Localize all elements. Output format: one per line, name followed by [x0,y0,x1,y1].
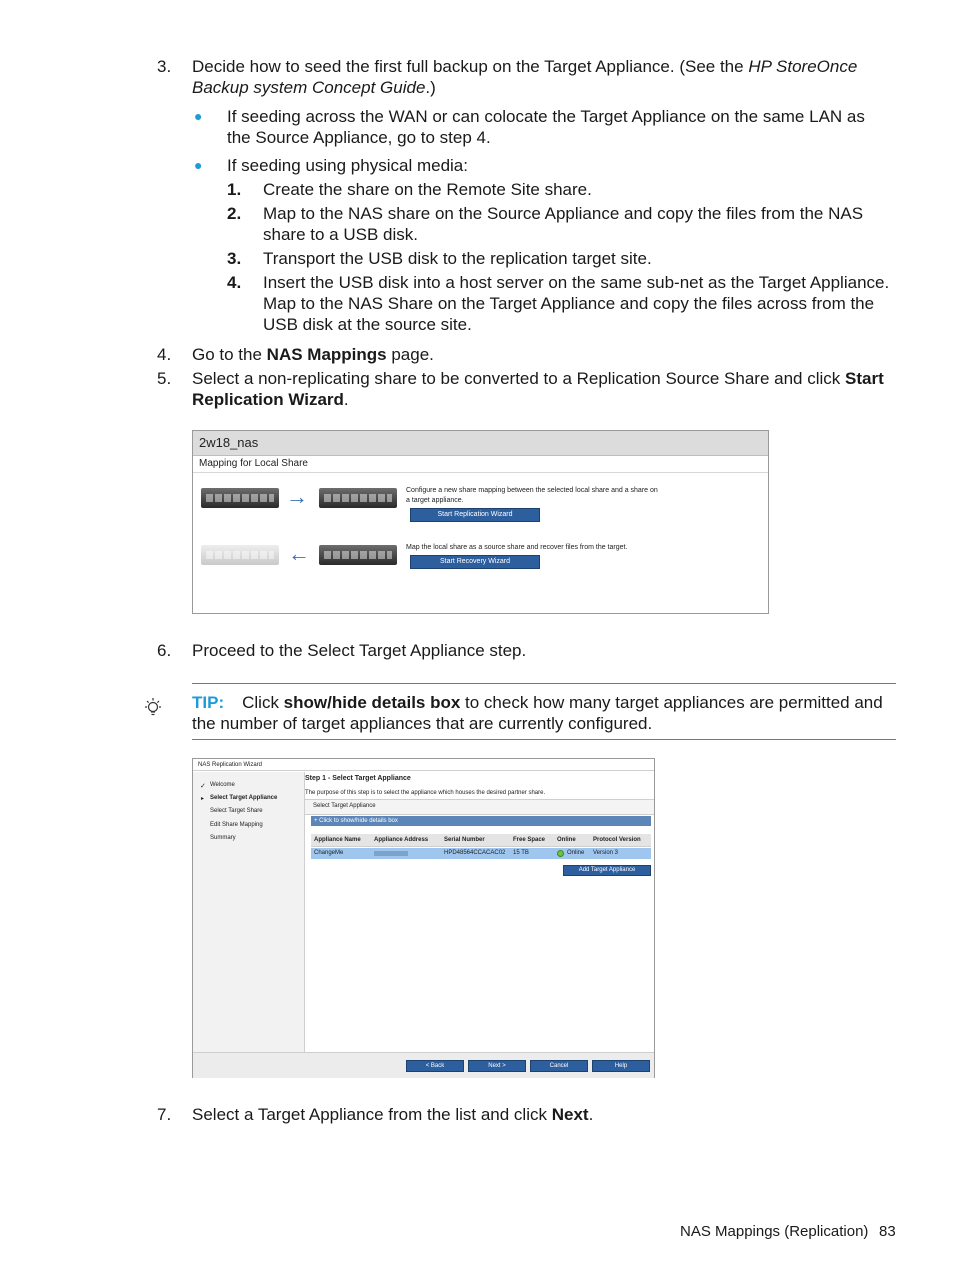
tip-c: to check how many target appliances are permitted and the number of target appliances that are currently configured. [192,693,883,733]
substep-text: Map to the NAS share on the Source Appliance and copy the files from the NAS share to a USB disk. [263,204,864,244]
section-label: Select Target Appliance [313,803,376,809]
nav-select-target-share[interactable]: Select Target Share [210,808,263,814]
step-number: 6. [157,641,172,660]
step-number: 5. [157,369,172,388]
tip-text [192,692,892,734]
replication-wizard-screenshot [192,758,655,1078]
cancel-button[interactable]: Cancel [530,1060,588,1072]
step-4-c: page. [386,345,434,364]
col-appliance-address: Appliance Address [374,837,429,843]
arrow-right-icon: → [286,484,308,509]
table-header [311,834,651,847]
substep-number: 3. [227,249,242,268]
nav-welcome[interactable]: Welcome [210,782,235,788]
step-3-close: .) [425,78,436,97]
step-title: Step 1 - Select Target Appliance [305,775,411,782]
details-toggle[interactable]: + Click to show/hide details box [311,816,651,826]
step-4-text [192,344,892,365]
mapping-screenshot [192,430,769,614]
cell-online: Online [567,850,585,856]
table-row[interactable] [311,848,651,859]
mapping-subtitle: Mapping for Local Share [193,456,768,473]
bullet-wan: If seeding across the WAN or can colocate the Target Appliance on the same LAN as the Source Appliance, go to step 4. [227,107,865,147]
wizard-window-title: NAS Replication Wizard [193,759,654,771]
arrow-left-icon: ← [288,541,310,566]
back-button[interactable]: < Back [406,1060,464,1072]
col-serial-number: Serial Number [444,837,485,843]
cell-appliance-name: ChangeMe [314,850,344,856]
nas-mappings-label: NAS Mappings [266,345,387,364]
start-replication-wizard-label: Start Replication Wizard [192,369,884,409]
substep-number: 4. [227,273,242,292]
nav-select-target-appliance[interactable]: Select Target Appliance [210,795,278,801]
step-number: 7. [157,1105,172,1124]
col-online: Online [557,837,576,843]
step-description: The purpose of this step is to select the appliance which houses the desired partner share. [305,790,546,796]
start-recovery-wizard-button[interactable]: Start Recovery Wizard [410,555,540,569]
footer-section: NAS Mappings (Replication) [680,1223,869,1240]
cell-free-space: 15 TB [513,850,529,856]
step-3-text [192,56,892,98]
concept-guide-title: HP StoreOnce Backup system Concept Guide [192,57,858,97]
wizard-button-bar [193,1052,654,1078]
bullet-physical-media: If seeding using physical media: [227,156,468,175]
tip-a: Click [242,693,284,712]
recovery-description: Map the local share as a source share and recover files from the target. [406,544,628,551]
source-appliance-icon [201,488,279,508]
cell-protocol-version: Version 3 [593,850,619,856]
step-7-text [192,1104,892,1125]
local-appliance-icon [201,545,279,565]
add-target-appliance-button[interactable]: Add Target Appliance [563,865,651,876]
step-number: 4. [157,345,172,364]
next-label: Next [551,1105,589,1124]
step-5-text [192,368,892,410]
section-header [305,799,654,815]
tip-top-rule [192,683,896,684]
step-6-text: Proceed to the Select Target Appliance step. [192,641,527,660]
show-hide-details-label: show/hide details box [283,693,461,712]
share-title: 2w18_nas [193,431,768,456]
tip-label: TIP: [192,693,225,712]
step-5-c: . [343,390,349,409]
step-number: 3. [157,57,172,76]
help-button[interactable]: Help [592,1060,650,1072]
check-icon: ✓ [200,783,206,790]
caret-right-icon: ▸ [201,796,205,802]
step-7-a: Select a Target Appliance from the list and click [192,1105,552,1124]
substep-number: 1. [227,180,242,199]
remote-appliance-icon [319,545,397,565]
bullet-icon: ● [194,157,203,173]
target-appliance-icon [319,488,397,508]
step-4-a: Go to the [192,345,267,364]
lightbulb-icon [143,697,163,721]
nav-edit-share-mapping[interactable]: Edit Share Mapping [210,822,263,828]
next-button[interactable]: Next > [468,1060,526,1072]
cell-serial-number: HPD48564CCACAC02 [444,850,506,856]
col-free-space: Free Space [513,837,546,843]
substep-text: Transport the USB disk to the replication target site. [263,249,652,268]
step-7-c: . [588,1105,594,1124]
start-replication-wizard-button[interactable]: Start Replication Wizard [410,508,540,522]
nav-summary[interactable]: Summary [210,835,236,841]
substep-number: 2. [227,204,242,223]
substep-text: Create the share on the Remote Site share. [263,180,592,199]
step-5-a: Select a non-replicating share to be converted to a Replication Source Share and click [192,369,845,388]
wizard-nav [193,772,305,1052]
online-status-icon [557,850,564,857]
col-appliance-name: Appliance Name [314,837,361,843]
bullet-icon: ● [194,108,203,124]
replication-description: Configure a new share mapping between the selected local share and a share on a target appliance. [406,487,658,504]
page-number: 83 [879,1223,896,1240]
substep-text: Insert the USB disk into a host server on the same sub-net as the Target Appliance. Map to the NAS Share on the Target Appliance and copy the files across from the USB disk at the source site. [263,273,890,334]
step-3-intro: Decide how to seed the first full backup on the Target Appliance. (See the [192,57,749,76]
tip-bottom-rule [192,739,896,740]
redacted-address [374,851,408,856]
col-protocol-version: Protocol Version [593,837,641,843]
